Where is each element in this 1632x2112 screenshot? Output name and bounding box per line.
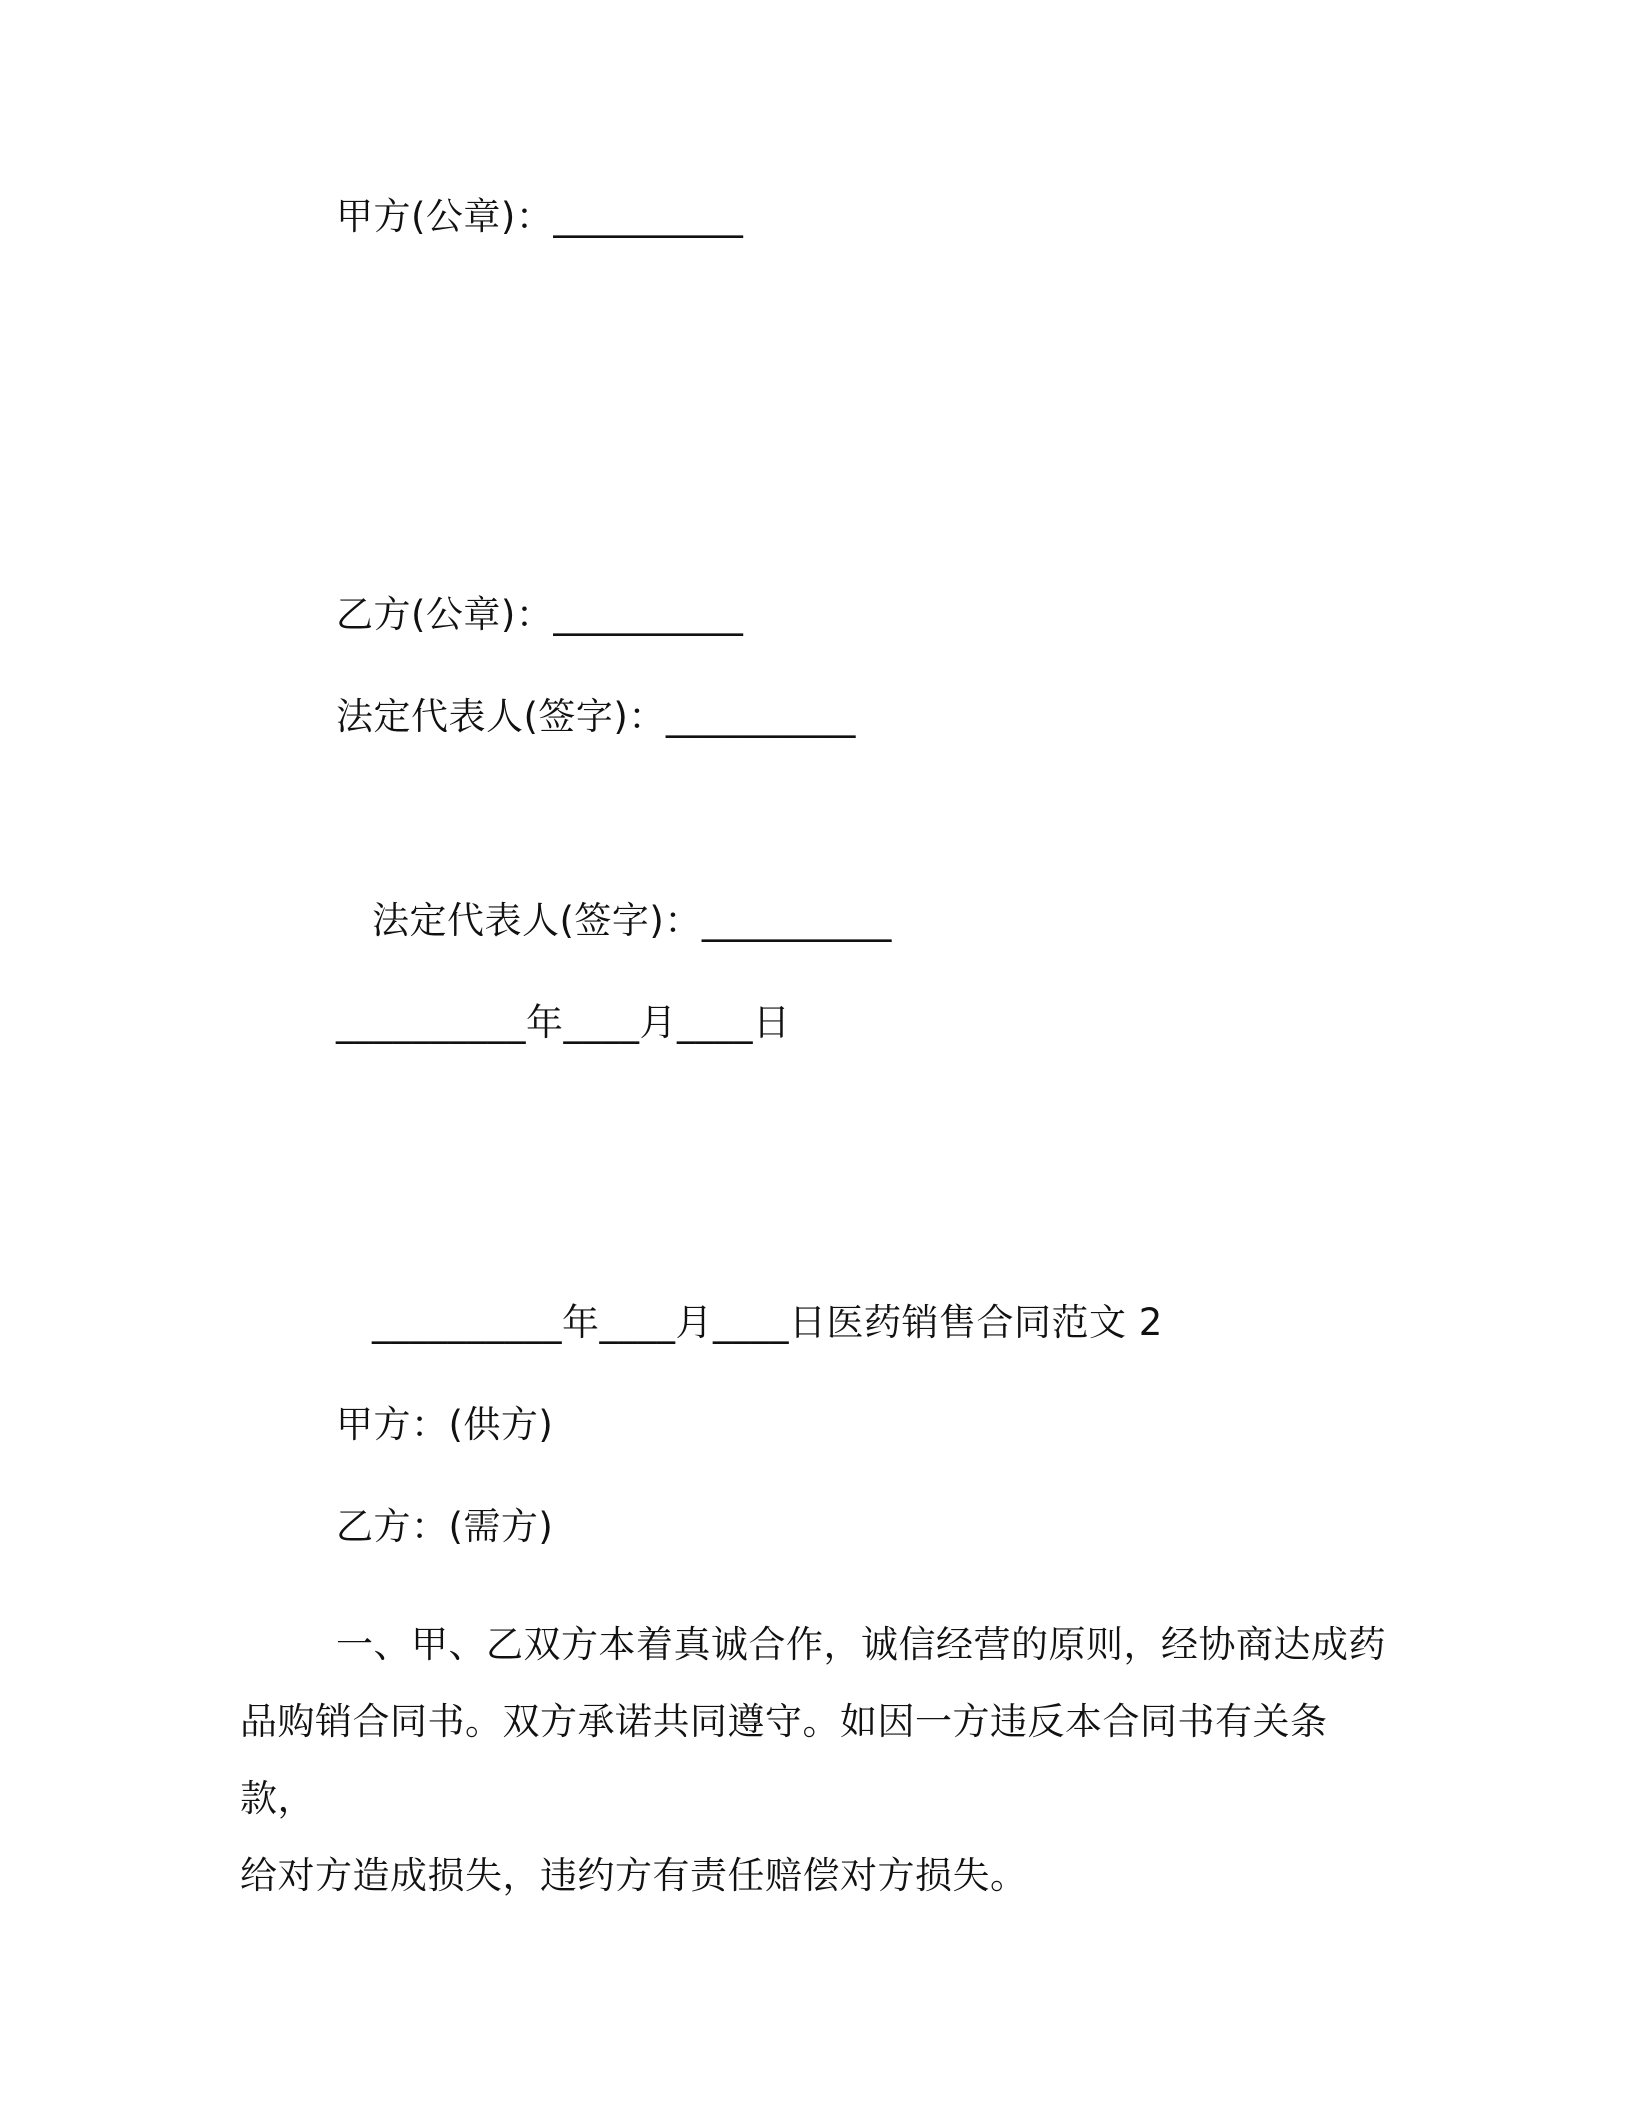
party-a-supplier-line: 甲方：(供方) — [336, 1403, 554, 1446]
date-line: __________年____月____日 — [336, 1001, 791, 1044]
clause-1-line: 一、甲、乙双方本着真诚合作，诚信经营的原则，经协商达成药 — [336, 1623, 1386, 1666]
contract-heading: __________年____月____日医药销售合同范文 2 — [372, 1301, 1163, 1344]
clause-1-paragraph — [240, 1606, 1390, 1914]
party-b-buyer-line: 乙方：(需方) — [336, 1505, 554, 1548]
party-a-seal-line: 甲方(公章)：__________ — [336, 195, 744, 238]
clause-1-line: 品购销合同书。双方承诺共同遵守。如因一方违反本合同书有关条款， — [240, 1700, 1328, 1820]
clause-1-line: 给对方造成损失，违约方有责任赔偿对方损失。 — [240, 1854, 1028, 1897]
legal-representative-line: 法定代表人(签字)：__________ — [372, 899, 892, 942]
legal-representative-line: 法定代表人(签字)：__________ — [336, 695, 856, 738]
party-b-seal-line: 乙方(公章)：__________ — [336, 593, 744, 636]
